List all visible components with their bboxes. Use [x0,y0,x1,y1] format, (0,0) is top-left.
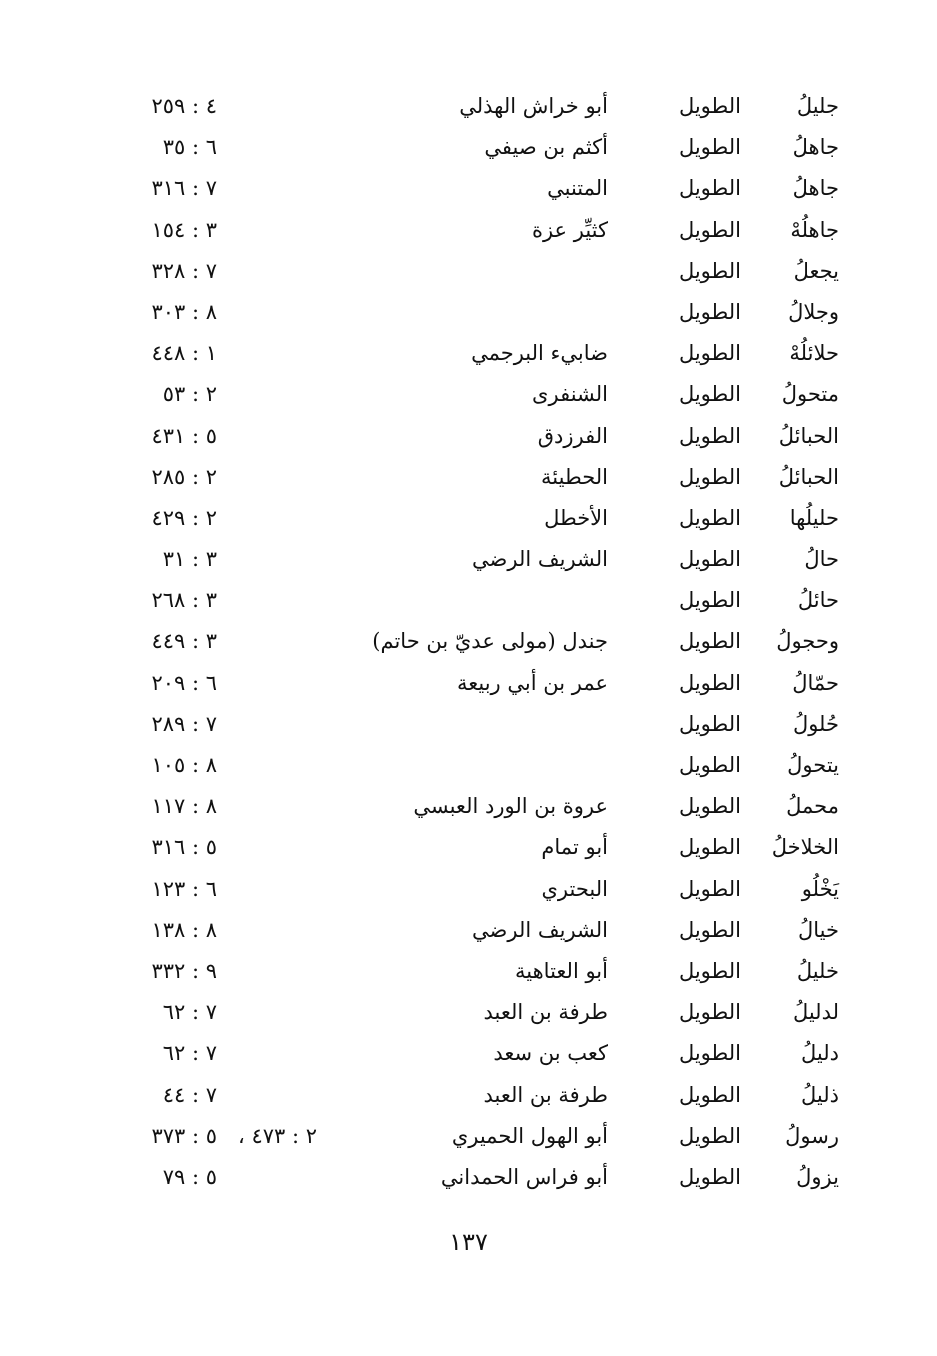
poet-name: أبو الهول الحميري [451,1123,608,1148]
poetic-meter: الطويل [678,176,741,201]
poet-name: أبو تمام [541,835,608,860]
volume-page-reference: ٥ : ٤٣١ [151,423,217,448]
rhyme-word: يتحولُ [787,753,839,777]
poetic-meter: الطويل [678,835,741,860]
poetic-meter: الطويل [678,670,741,695]
volume-page-reference: ٧ : ٤٤ [162,1082,217,1107]
index-row [0,952,937,993]
rhyme-word: حائلُ [797,588,839,613]
poetic-meter: الطويل [678,794,741,819]
index-row [0,787,937,828]
rhyme-word: وحجولُ [776,629,839,654]
poetic-meter: الطويل [678,1164,741,1189]
volume-page-reference: ٨ : ١٣٨ [151,917,217,942]
poet-name: الفرزدق [537,423,608,448]
volume-page-reference: ٧ : ٦٢ [162,1000,217,1025]
rhyme-word: حمّالُ [792,670,839,695]
poetic-meter: الطويل [678,753,741,777]
index-row [0,540,937,581]
poetic-meter: الطويل [678,505,741,530]
poet-name: أبو فراس الحمداني [440,1164,608,1189]
index-row [0,746,937,787]
volume-page-reference: ٨ : ٣٠٣ [151,299,217,324]
volume-page-reference: ٥ : ٣٧٣ [151,1123,217,1148]
page-number: ١٣٧ [449,1228,488,1256]
index-row [0,664,937,705]
rhyme-word: حليلُها [789,505,839,530]
poet-name: ضابيء البرجمي [471,341,608,366]
index-row [0,911,937,952]
poet-name: عمر بن أبي ربيعة [456,670,608,695]
rhyme-word: جاهلُ [792,135,839,160]
poetic-meter: الطويل [678,217,741,242]
index-row [0,458,937,499]
volume-page-reference: ٢ : ٥٣ [162,382,217,407]
poetic-meter: الطويل [678,588,741,613]
volume-page-reference: ٣ : ٣١ [162,547,217,572]
poet-name: الأخطل [544,505,608,530]
rhyme-word: يجعلُ [793,258,839,283]
poetic-meter: الطويل [678,258,741,283]
volume-page-reference: ٣ : ٢٦٨ [151,588,217,613]
poetic-meter: الطويل [678,382,741,407]
poetic-meter: الطويل [678,547,741,572]
poetic-meter: الطويل [678,341,741,366]
poetic-meter: الطويل [678,1041,741,1066]
index-row [0,87,937,128]
poet-name: أكثم بن صيفي [484,135,608,160]
index-row [0,211,937,252]
index-row [0,334,937,375]
index-row [0,828,937,869]
rhyme-word: وجلالُ [788,299,839,324]
rhyme-word: رسولُ [785,1123,839,1148]
index-row [0,252,937,293]
index-row [0,705,937,746]
poetic-meter: الطويل [678,135,741,160]
volume-page-reference: ٩ : ٣٣٢ [151,958,217,983]
rhyme-word: محملُ [786,794,839,819]
poetic-meter: الطويل [678,1000,741,1025]
rhyme-word: متحولُ [781,382,839,407]
index-row [0,993,937,1034]
poet-name: جندل (مولى عديّ بن حاتم) [372,629,608,654]
volume-page-reference: ٧ : ٣٢٨ [151,258,217,283]
poetic-meter: الطويل [678,917,741,942]
rhyme-word: حُلولُ [792,711,839,736]
poetic-meter: الطويل [678,464,741,489]
poetic-meter: الطويل [678,423,741,448]
poetic-meter: الطويل [678,299,741,324]
rhyme-word: الحبائلُ [778,423,839,448]
rhyme-word: دليلُ [801,1041,839,1066]
index-row [0,375,937,416]
volume-page-reference: ٨ : ١١٧ [151,794,217,819]
poetry-index-table [0,87,937,1199]
rhyme-word: خليلُ [796,958,839,983]
rhyme-word: ذليلُ [801,1082,839,1107]
volume-page-reference: ٥ : ٣١٦ [151,835,217,860]
volume-page-reference: ١ : ٤٤٨ [151,341,217,366]
volume-page-reference: ٦ : ٣٥ [162,135,217,160]
index-row [0,128,937,169]
volume-page-reference: ٤ : ٢٥٩ [151,94,217,118]
poet-name: طرفة بن العبد [483,1000,608,1025]
index-row [0,1076,937,1117]
volume-page-reference: ٢ : ٢٨٥ [151,464,217,489]
poet-name: الحطيئة [541,464,608,489]
index-row [0,293,937,334]
volume-page-reference: ٣ : ٤٤٩ [151,629,217,654]
index-row [0,581,937,622]
poet-name: أبو خراش الهذلي [459,94,608,118]
poet-name: طرفة بن العبد [483,1082,608,1107]
volume-page-reference: ٨ : ١٠٥ [151,753,217,777]
index-row [0,417,937,458]
index-row [0,1117,937,1158]
rhyme-word: جاهلُهْ [790,217,839,242]
volume-page-reference: ٧ : ٢٨٩ [151,711,217,736]
poet-name: المتنبي [547,176,608,201]
volume-page-reference: ٥ : ٧٩ [162,1164,217,1189]
rhyme-word: الخلاخلُ [771,835,839,860]
poetic-meter: الطويل [678,958,741,983]
rhyme-word: يزولُ [796,1164,839,1189]
volume-page-reference: ٧ : ٣١٦ [151,176,217,201]
index-row [0,169,937,210]
poetic-meter: الطويل [678,711,741,736]
poetic-meter: الطويل [678,629,741,654]
volume-page-reference: ٧ : ٦٢ [162,1041,217,1066]
poet-name: البحتري [541,876,608,901]
index-row [0,1158,937,1199]
poet-name: الشريف الرضي [472,547,608,572]
poet-name: كثيِّر عزة [531,217,608,242]
poet-name: أبو العتاهية [515,958,608,983]
rhyme-word: خيالُ [798,917,839,942]
index-row [0,870,937,911]
poet-name: عروة بن الورد العبسي [413,794,608,819]
volume-page-reference: ٣ : ١٥٤ [151,217,217,242]
index-row [0,622,937,663]
rhyme-word: لدليلُ [792,1000,839,1025]
volume-page-reference: ٢ : ٤٢٩ [151,505,217,530]
rhyme-word: جاهلُ [792,176,839,201]
poet-name: كعب بن سعد [493,1041,608,1066]
poet-name: الشريف الرضي [472,917,608,942]
rhyme-word: الحبائلُ [778,464,839,489]
rhyme-word: حالُ [804,547,839,572]
rhyme-word: يَخْلُو [801,876,839,901]
poetic-meter: الطويل [678,876,741,901]
index-row [0,499,937,540]
volume-page-reference: ٦ : ٢٠٩ [151,670,217,695]
extra-volume-page-reference: ٢ : ٤٧٣ ، [237,1123,317,1148]
poetic-meter: الطويل [678,1082,741,1107]
volume-page-reference: ٦ : ١٢٣ [151,876,217,901]
poetic-meter: الطويل [678,94,741,118]
rhyme-word: حلائلُهْ [789,341,839,366]
poetic-meter: الطويل [678,1123,741,1148]
poet-name: الشنفرى [532,382,608,407]
rhyme-word: جليلُ [796,94,839,118]
index-row [0,1034,937,1075]
